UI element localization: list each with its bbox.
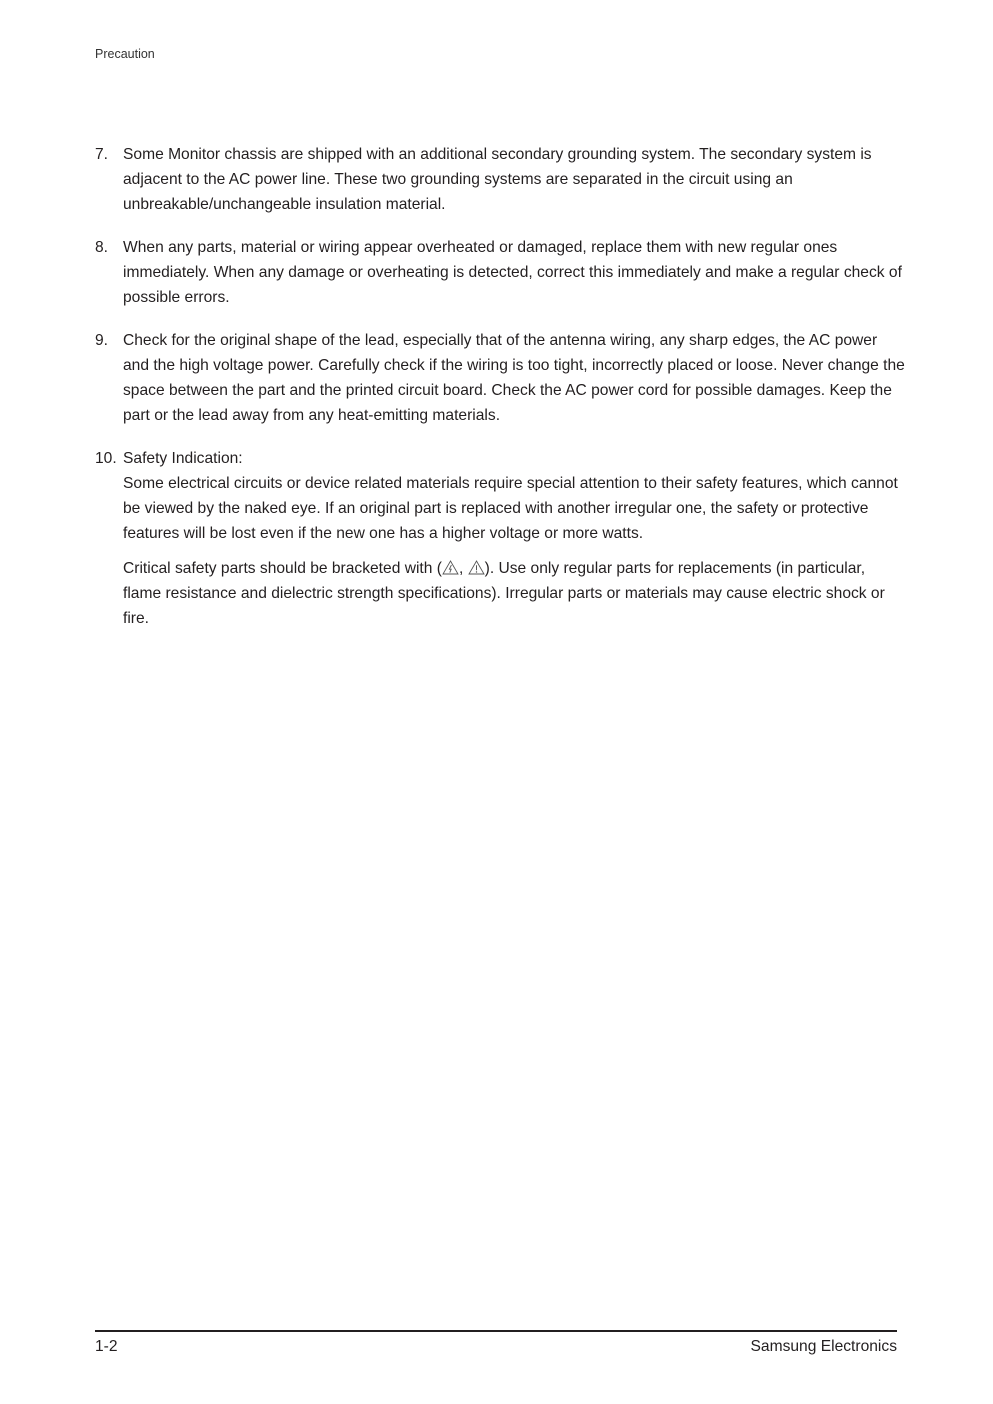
footer-company: Samsung Electronics [750,1338,897,1355]
item-number: 8. [95,239,109,256]
list-item-10 [95,446,905,631]
list-item-9 [95,328,905,428]
critical-text-separator: , [458,560,468,577]
high-voltage-warning-icon [442,560,459,575]
footer-divider [95,1330,897,1332]
item-number: 10. [95,450,117,467]
item-text: Check for the original shape of the lead, especially that of the antenna wiring, any sharp edges, the AC power and the high voltage power. Carefully check if the wiring is too tight, incorrectly placed or loose. Never change the space between the part and the printed circuit board. Check the AC power cord for possible damages. Keep the part or the lead away from any heat-emitting materials. [123,332,905,424]
list-item-8 [95,235,905,310]
caution-warning-icon [468,560,485,575]
critical-text-after: ). Use only regular parts for replacements (in particular, flame resistance and dielectric strength specifications). Irregular parts or materials may cause electric shock or fire. [123,560,885,627]
item-number: 7. [95,146,109,163]
list-item-7 [95,142,905,217]
item-text: When any parts, material or wiring appear overheated or damaged, replace them with new regular ones immediately. When any damage or overheating is detected, correct this immediately and make a regular check of possible errors. [123,239,902,306]
item-text: Some electrical circuits or device related materials require special attention to their safety features, which cannot be viewed by the naked eye. If an original part is replaced with another irregular one, the safety or protective features will be lost even if the new one has a higher voltage or more watts. [123,475,898,542]
item-text: Some Monitor chassis are shipped with an additional secondary grounding system. The secondary system is adjacent to the AC power line. These two grounding systems are separated in the circuit using an unbreakable/unchangeable insulation material. [123,146,872,213]
precaution-list [95,142,905,649]
item-text-critical-parts [123,556,905,631]
item-number: 9. [95,332,109,349]
section-header: Precaution [95,47,155,61]
critical-text-before: Critical safety parts should be bracketed with ( [123,560,442,577]
page-number: 1-2 [95,1338,118,1355]
item-heading: Safety Indication: [123,450,243,467]
